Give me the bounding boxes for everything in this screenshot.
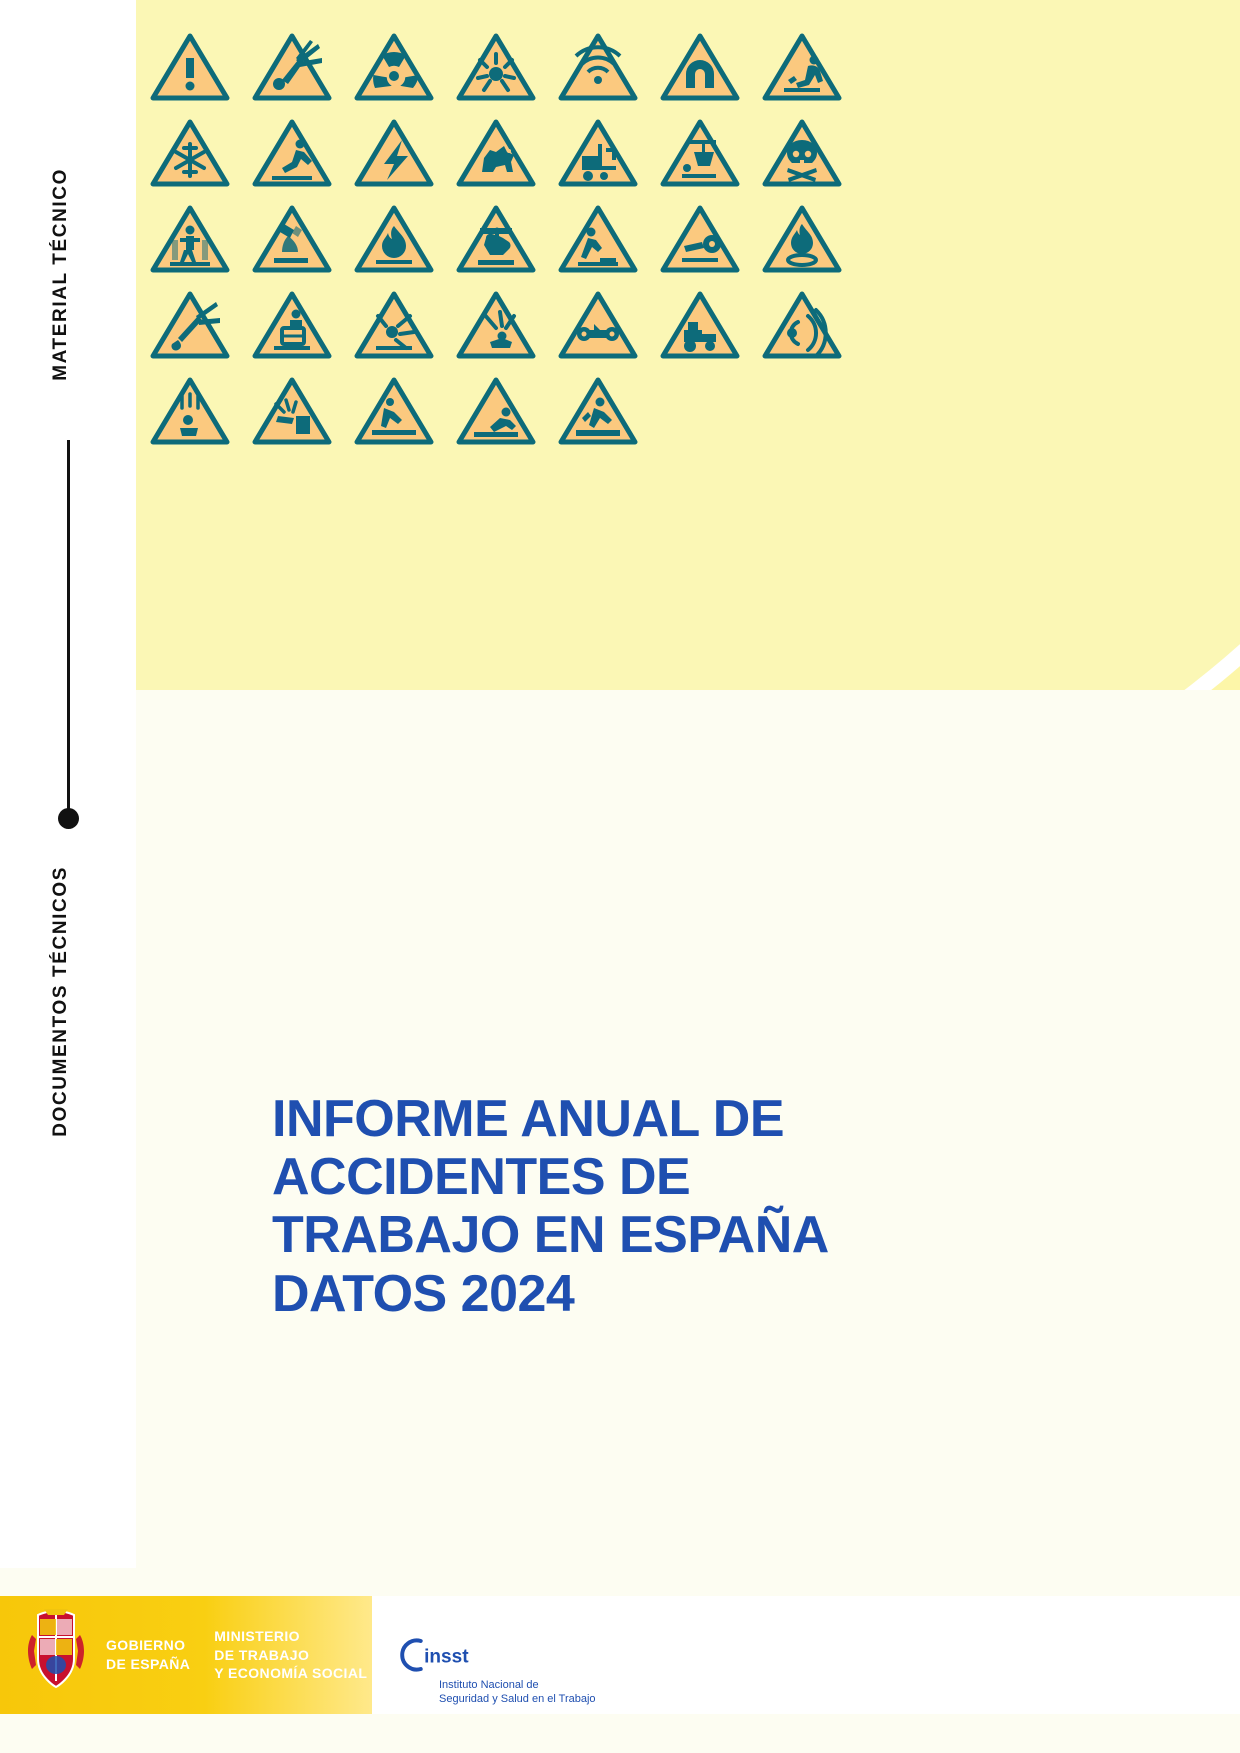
ministry-line-2: DE TRABAJO bbox=[214, 1646, 310, 1663]
conveyor-entanglement-icon bbox=[660, 202, 740, 274]
guard-dog-icon bbox=[456, 116, 536, 188]
ribbon-cut-mask bbox=[122, 690, 1240, 1020]
explosive-material-icon bbox=[252, 30, 332, 102]
collection-label: MATERIAL TÉCNICO bbox=[50, 168, 71, 381]
non-ionizing-radiation-icon bbox=[558, 30, 638, 102]
falling-objects-icon bbox=[150, 374, 230, 446]
government-line-1: GOBIERNO bbox=[106, 1637, 186, 1654]
government-line-2: DE ESPAÑA bbox=[106, 1656, 191, 1672]
ministry-text bbox=[214, 1627, 367, 1684]
electrical-hazard-icon bbox=[354, 116, 434, 188]
insst-block bbox=[395, 1596, 625, 1714]
government-text bbox=[106, 1636, 190, 1674]
fall-into-void-icon bbox=[150, 202, 230, 274]
mobile-machinery-icon bbox=[660, 288, 740, 360]
fall-while-walking-icon bbox=[456, 374, 536, 446]
fall-from-height-icon bbox=[558, 374, 638, 446]
insst-subtitle-line-2: Seguridad y Salud en el Trabajo bbox=[439, 1693, 596, 1706]
ministry-line-3: Y ECONOMÍA SOCIAL bbox=[214, 1665, 368, 1682]
chemical-splash-icon bbox=[252, 374, 332, 446]
radioactive-icon bbox=[354, 30, 434, 102]
fall-on-level-icon bbox=[252, 116, 332, 188]
corrosive-substance-icon bbox=[252, 202, 332, 274]
left-rail bbox=[0, 0, 136, 1753]
magnetic-field-icon bbox=[660, 30, 740, 102]
insst-logo-icon bbox=[395, 1625, 507, 1685]
svg-text:insst: insst bbox=[424, 1646, 469, 1668]
fire-hazard-icon bbox=[762, 202, 842, 274]
flying-particles-icon bbox=[354, 288, 434, 360]
suspended-load-icon bbox=[660, 116, 740, 188]
rail-dot bbox=[58, 808, 79, 829]
general-warning-icon bbox=[150, 30, 230, 102]
noise-hazard-icon bbox=[762, 288, 842, 360]
insst-subtitle bbox=[439, 1678, 596, 1707]
ministry-line-1: MINISTERIO bbox=[214, 1627, 300, 1644]
forklift-truck-icon bbox=[558, 116, 638, 188]
toxic-substance-icon bbox=[762, 116, 842, 188]
machine-entanglement-icon bbox=[558, 288, 638, 360]
rail-divider-line bbox=[67, 440, 70, 822]
manual-handling-icon bbox=[252, 288, 332, 360]
low-temperature-icon bbox=[150, 116, 230, 188]
title-line-3: TRABAJO EN ESPAÑA bbox=[272, 1206, 829, 1265]
footer bbox=[0, 1568, 1240, 1753]
laser-beam-icon bbox=[456, 30, 536, 102]
page-title bbox=[272, 1090, 1072, 1323]
insst-subtitle-line-1: Instituto Nacional de bbox=[439, 1679, 539, 1691]
trip-hazard-icon bbox=[558, 202, 638, 274]
slippery-surface-icon bbox=[762, 30, 842, 102]
struck-by-object-icon bbox=[456, 288, 536, 360]
spain-coat-of-arms-icon bbox=[14, 1607, 98, 1703]
title-line-2: ACCIDENTES DE bbox=[272, 1148, 691, 1207]
floor-opening-icon bbox=[354, 374, 434, 446]
hand-crush-icon bbox=[456, 202, 536, 274]
flammable-material-icon bbox=[354, 202, 434, 274]
series-label: DOCUMENTOS TÉCNICOS bbox=[50, 866, 71, 1137]
government-block bbox=[0, 1596, 372, 1714]
title-line-4: DATOS 2024 bbox=[272, 1264, 575, 1323]
cover-ribbon bbox=[122, 690, 1240, 1020]
pictogram-grid bbox=[150, 30, 910, 446]
title-line-1: INFORME ANUAL DE bbox=[272, 1089, 784, 1148]
oxidizing-material-icon bbox=[150, 288, 230, 360]
